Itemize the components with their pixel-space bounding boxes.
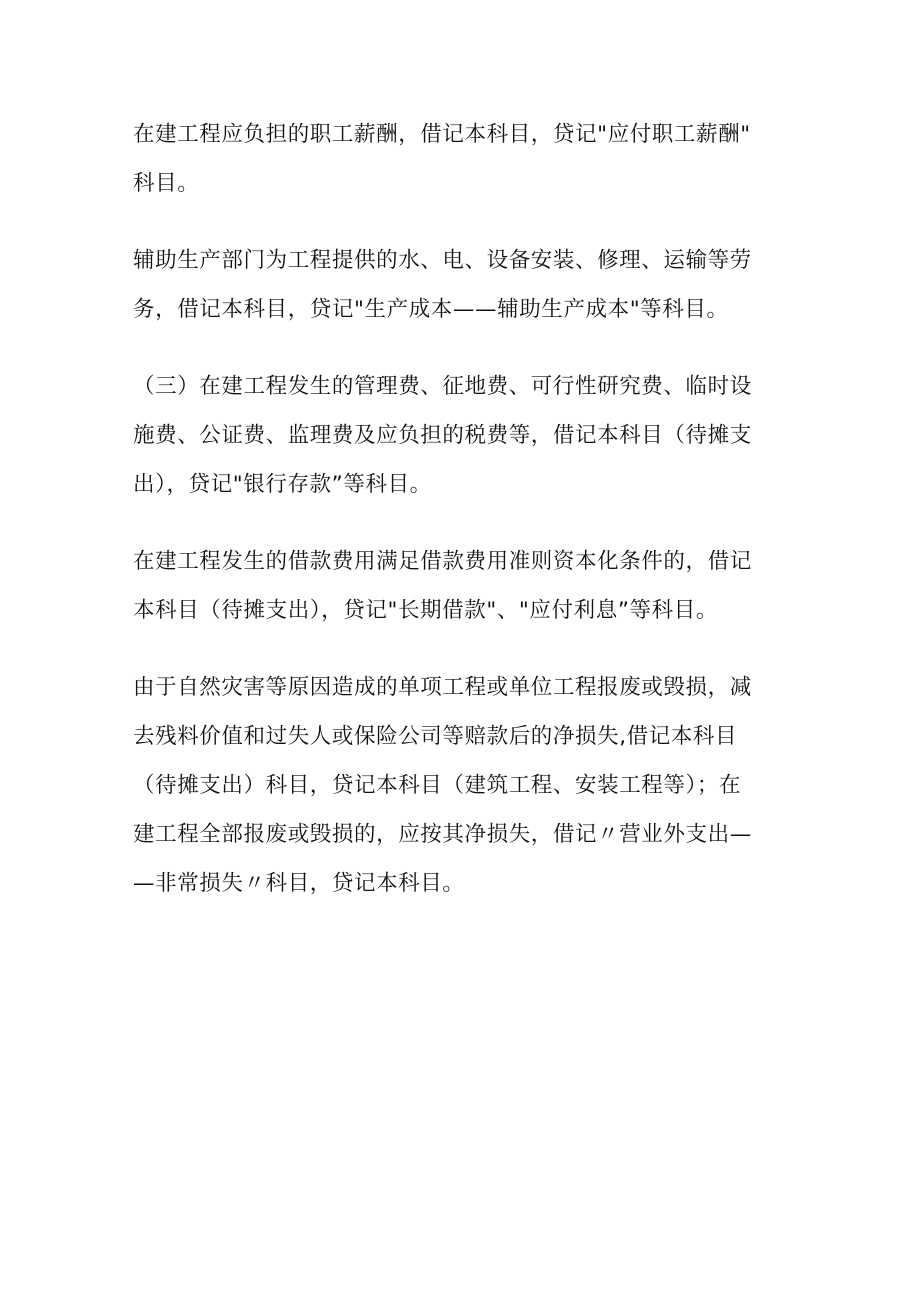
paragraph-employee-compensation: [133, 110, 793, 208]
document-body: [133, 110, 793, 936]
text-line: 施费、公证费、监理费及应负担的税费等，借记本科目（待摊支: [133, 423, 752, 448]
text-line: 务，借记本科目，贷记"生产成本——辅助生产成本"等科目。: [133, 297, 729, 322]
text-line: 在建工程应负担的职工薪酬，借记本科目，贷记"应付职工薪酬": [133, 122, 751, 147]
text-line: 建工程全部报废或毁损的，应按其净损失，借记〃营业外支出—: [133, 822, 752, 847]
text-line: 本科目（待摊支出），贷记"长期借款"、"应付利息”等科目。: [133, 598, 718, 623]
text-line: 去残料价值和过失人或保险公司等赔款后的净损失,借记本科目: [133, 724, 738, 749]
text-line: 由于自然灾害等原因造成的单项工程或单位工程报废或毁损，减: [133, 675, 752, 700]
text-line: （三）在建工程发生的管理费、征地费、可行性研究费、临时设: [133, 374, 752, 399]
text-line: 出），贷记"银行存款”等科目。: [133, 472, 432, 497]
paragraph-borrowing-costs: [133, 537, 793, 635]
text-line: 辅助生产部门为工程提供的水、电、设备安装、修理、运输等劳: [133, 248, 752, 273]
text-line: （待摊支出）科目，贷记本科目（建筑工程、安装工程等）；在: [133, 773, 742, 798]
text-line: 科目。: [133, 171, 200, 196]
text-line: —非常损失〃科目，贷记本科目。: [133, 871, 465, 896]
text-line: 在建工程发生的借款费用满足借款费用准则资本化条件的，借记: [133, 549, 752, 574]
paragraph-auxiliary-production: [133, 236, 793, 334]
paragraph-management-fees: [133, 362, 793, 509]
paragraph-scrapped-projects: [133, 663, 793, 908]
